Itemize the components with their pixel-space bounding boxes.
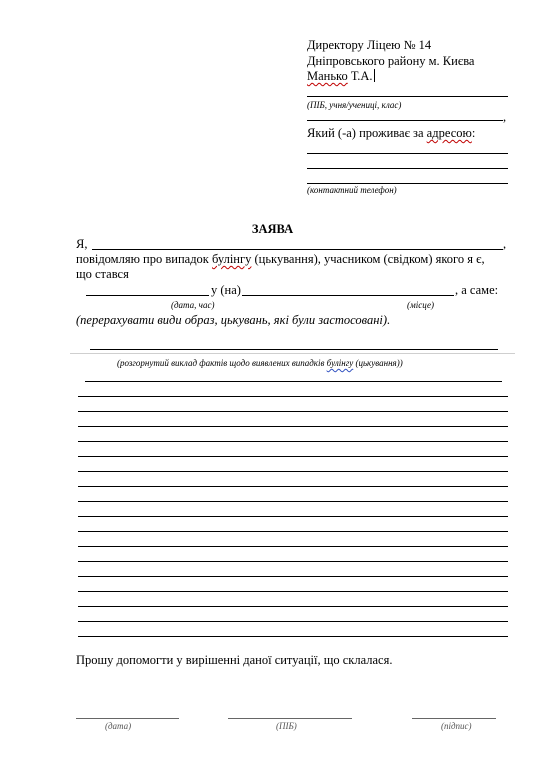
addressee-underline-1[interactable] [307, 96, 508, 97]
details-line[interactable] [78, 531, 508, 532]
in-label: у (на) [211, 283, 241, 297]
phone-caption: (контактний телефон) [307, 185, 397, 195]
details-caption [117, 358, 403, 369]
report-bullying-word: булінгу [212, 252, 252, 266]
i-label: Я, [76, 237, 88, 251]
happened-label: що стався [76, 267, 129, 281]
details-line[interactable] [78, 516, 508, 517]
report-suffix: (цькування), учасником (свідком) якого я є, [251, 252, 485, 266]
address-line-1[interactable] [307, 153, 508, 154]
details-line[interactable] [78, 621, 508, 622]
addressee-line-1: Директору Ліцею № 14 [307, 38, 432, 52]
details-line[interactable] [78, 441, 508, 442]
namely-label: , а саме: [455, 283, 499, 297]
pib-student-caption: (ПІБ, учня/учениці, клас) [307, 100, 402, 110]
details-suffix: (цькування)) [353, 358, 403, 368]
report-sentence [76, 252, 485, 267]
enumerate-hint: (перерахувати види образ, цькувань, які були застосовані). [76, 313, 391, 327]
details-line[interactable] [78, 606, 508, 607]
resides-label [307, 126, 475, 141]
addressee-line-3[interactable] [307, 69, 375, 84]
phone-line[interactable] [307, 183, 508, 184]
details-line[interactable] [78, 546, 508, 547]
details-line[interactable] [78, 561, 508, 562]
report-prefix: повідомляю про випадок [76, 252, 212, 266]
details-line[interactable] [78, 501, 508, 502]
address-line-2[interactable] [307, 168, 508, 169]
date-time-line[interactable] [86, 295, 209, 296]
section-divider [70, 353, 515, 354]
details-line[interactable] [78, 486, 508, 487]
text-cursor [374, 69, 375, 82]
enumerate-line[interactable] [90, 349, 498, 350]
details-line[interactable] [78, 636, 508, 637]
details-line[interactable] [78, 426, 508, 427]
statement-title: ЗАЯВА [251, 222, 294, 236]
date-sign-line[interactable] [76, 718, 179, 719]
i-comma: , [503, 237, 507, 251]
pib-sign-line[interactable] [228, 718, 352, 719]
details-line[interactable] [78, 576, 508, 577]
addressee-line-2: Дніпровського району м. Києва [307, 54, 475, 68]
details-line[interactable] [78, 456, 508, 457]
resides-word: адресою [426, 126, 472, 140]
date-caption: (дата) [105, 721, 132, 731]
signature-caption: (підпис) [441, 721, 472, 731]
details-bullying-word: булінгу [326, 358, 354, 368]
details-line[interactable] [78, 411, 508, 412]
addressee-initials: Т.А. [347, 69, 373, 83]
addressee-underline-2[interactable] [307, 120, 503, 121]
details-prefix: (розгорнутий виклад фактів щодо виявлених випадків [117, 358, 327, 368]
resides-prefix: Який (-а) проживає за [307, 126, 427, 140]
details-line[interactable] [78, 471, 508, 472]
details-line[interactable] [78, 396, 508, 397]
details-line[interactable] [85, 381, 502, 382]
addressee-comma: , [503, 110, 507, 124]
pib-caption: (ПІБ) [276, 721, 297, 731]
request-text: Прошу допомогти у вирішенні даної ситуації, що склалася. [76, 653, 393, 667]
signature-line[interactable] [412, 718, 496, 719]
place-line[interactable] [242, 295, 454, 296]
details-line[interactable] [78, 591, 508, 592]
resides-suffix: : [471, 126, 476, 140]
place-caption: (місце) [407, 300, 434, 310]
addressee-name: Манько [307, 69, 348, 83]
date-time-caption: (дата, час) [171, 300, 215, 310]
applicant-name-line[interactable] [92, 249, 503, 250]
